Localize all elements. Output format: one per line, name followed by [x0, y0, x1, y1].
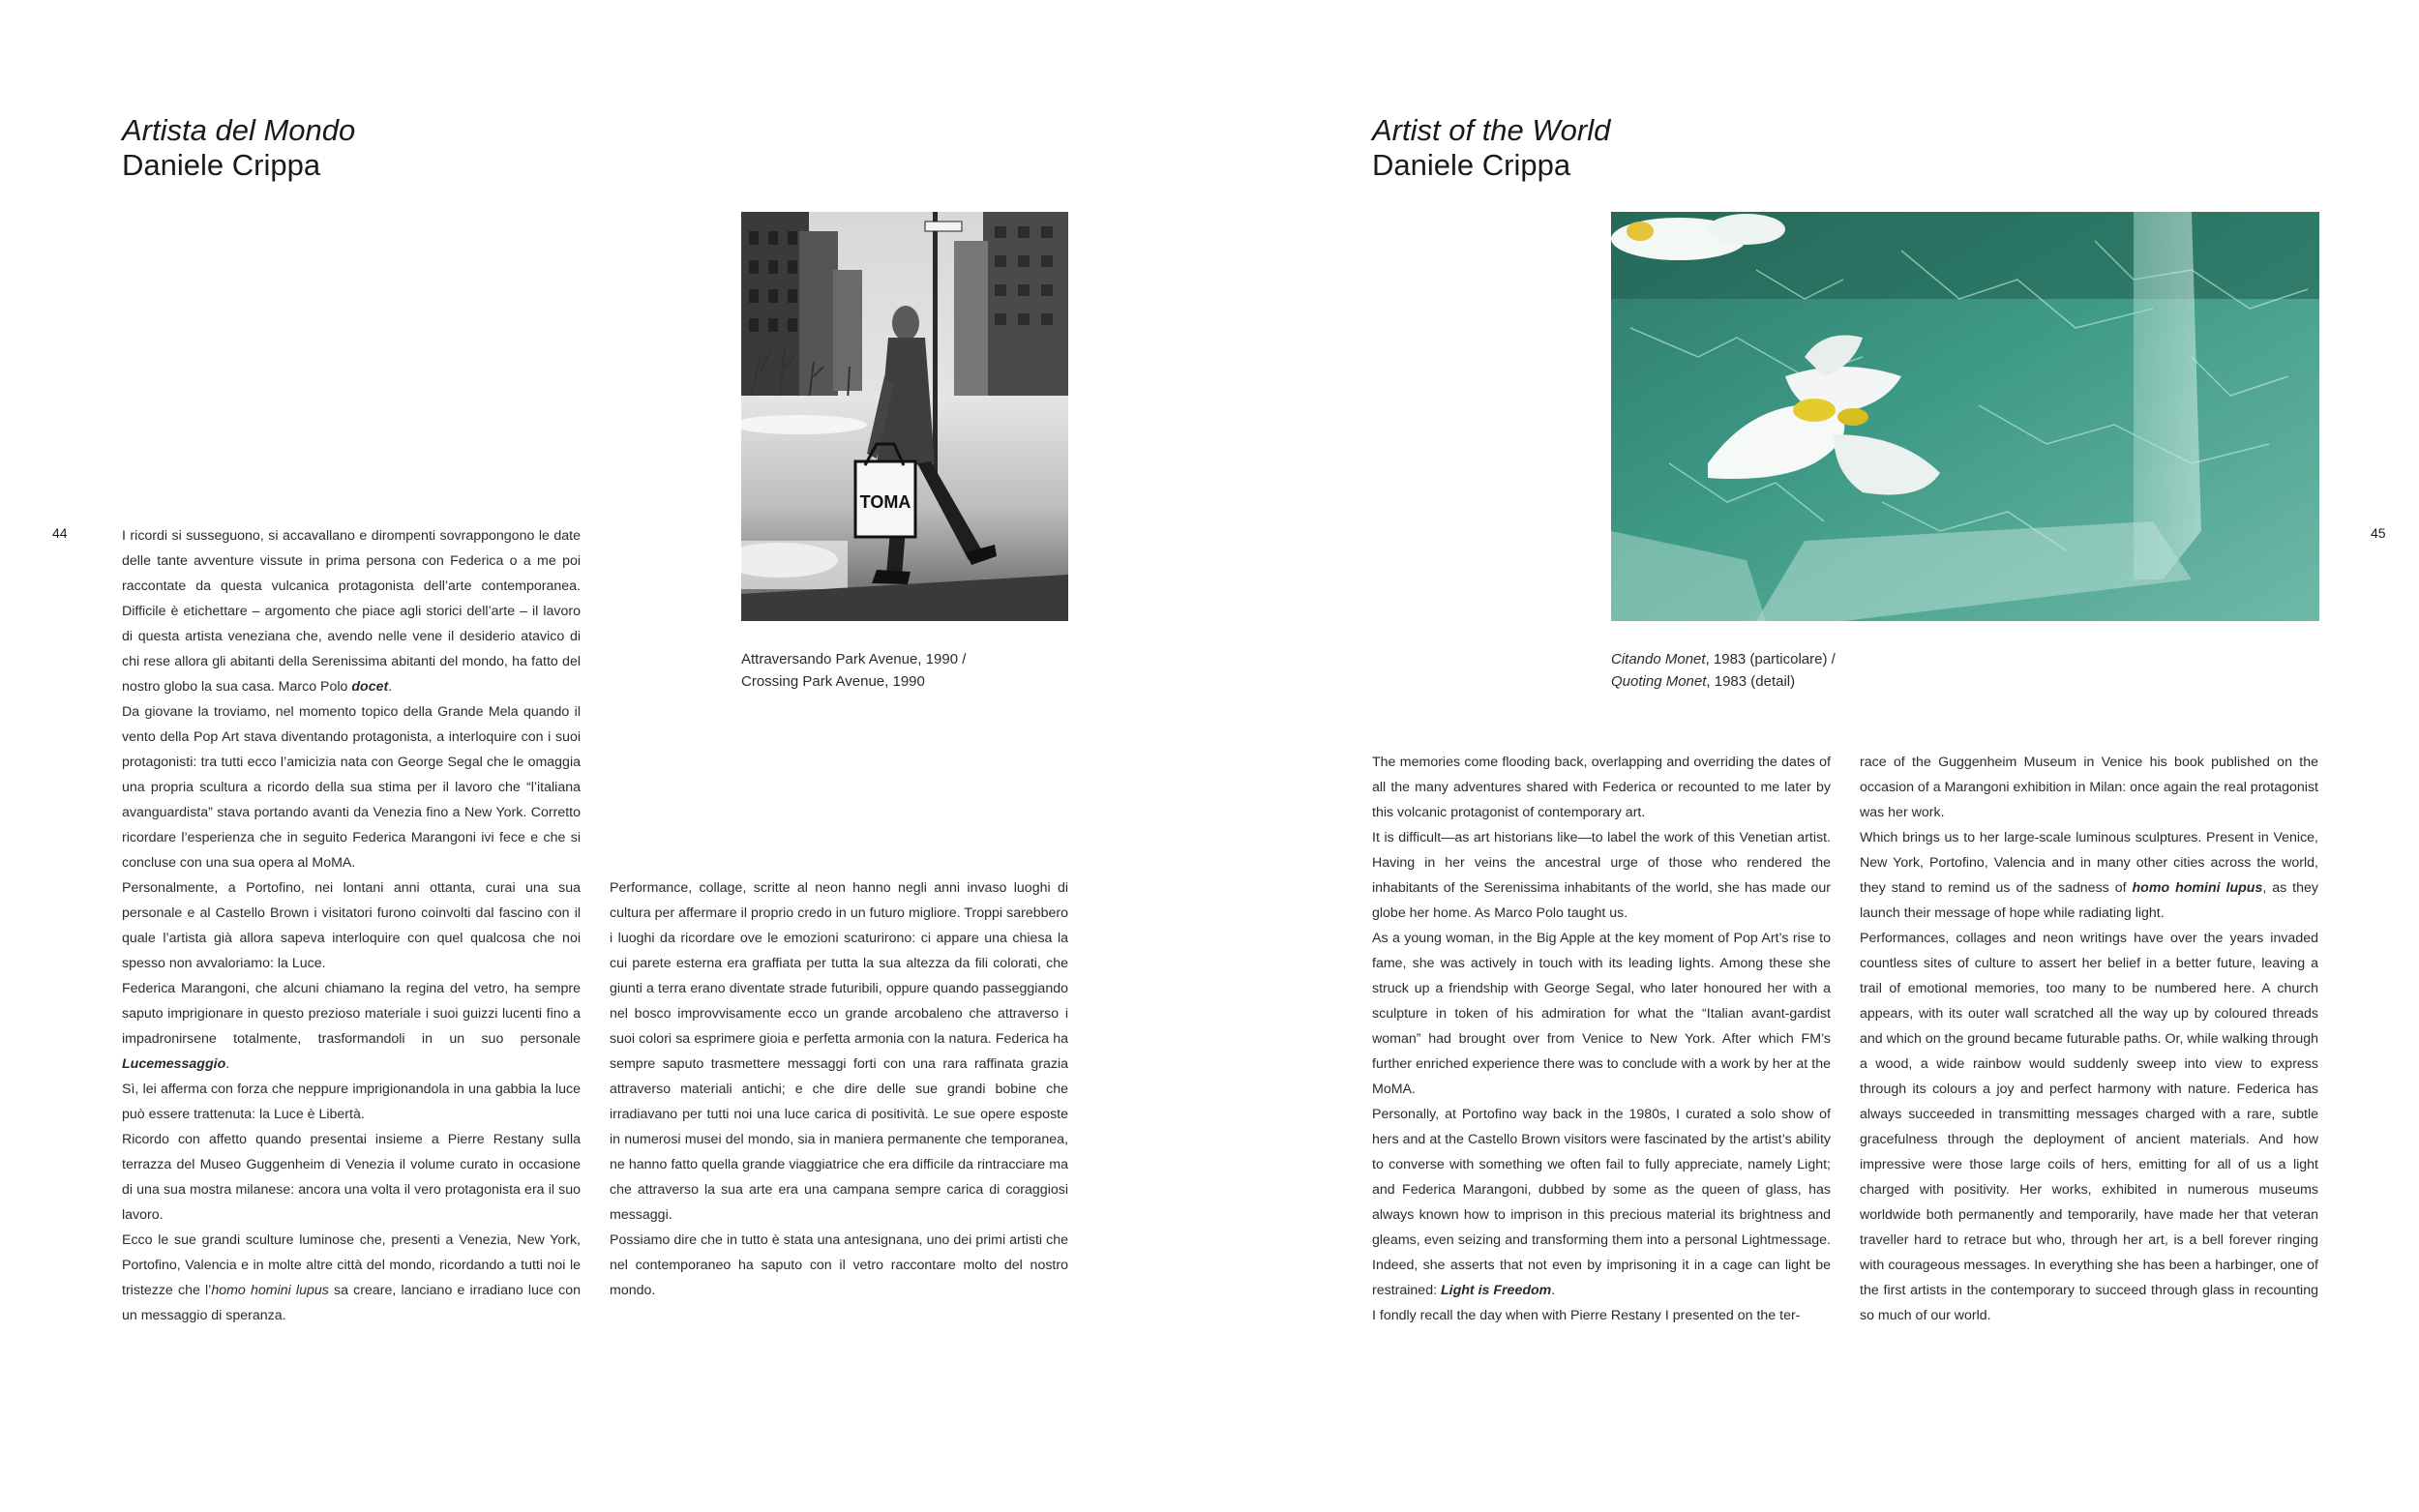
- paragraph: As a young woman, in the Big Apple at the key moment of Pop Art’s rise to fame, she was actively in touch with its leading lights. Among these she struck up a friendship with George Segal, who later honoured her with a sculpture in token of his admiration for what the “Italian avant-gardist woman” had brought over from Venice to New York. After which FM’s further enriched experience there was to conclude with a work by her at the MoMA.: [1372, 931, 1831, 1097]
- paragraph: The memories come flooding back, overlapping and overriding the dates of all the many adventures shared with Federica or recounted to me later by this volcanic protagonist of contemporary art.: [1372, 755, 1831, 820]
- paragraph: Ricordo con affetto quando presentai insieme a Pierre Restany sulla terrazza del Museo Guggenheim di Venezia il volume curato in occasione di una sua mostra milanese: ancora una volta il vero protagonista era il suo lavoro.: [122, 1132, 581, 1223]
- paragraph: race of the Guggenheim Museum in Venice his book published on the occasion of a Marangoni exhibition in Milan: once again the real protagonist was her work.: [1860, 755, 2318, 820]
- paragraph: Personally, at Portofino way back in the 1980s, I curated a solo show of hers and at the Castello Brown visitors were fascinated by the artist’s ability to converse with something we often fail to fully appreciate, namely Light; and Federica Marangoni, dubbed by some as the queen of glass, has always known how to imprison in this precious material its brightness and gleams, even seizing and transforming them into a personal Lightmessage. Indeed, she asserts that not even by imprisoning it in a cage can light be restrained: Light is Freedom.: [1372, 1107, 1831, 1298]
- emphasis: Light is Freedom: [1440, 1283, 1552, 1298]
- caption-right: [1611, 648, 2017, 693]
- caption-left: [741, 648, 1090, 693]
- paragraph: Which brings us to her large-scale luminous sculptures. Present in Venice, New York, Portofino, Valencia and in many other cities across the world, they stand to remind us of the sadness of homo homini lupus, as they launch their message of hope while radiating light.: [1860, 830, 2318, 921]
- page-number-left: 44: [52, 525, 68, 541]
- bag-logo: TOMA: [859, 492, 911, 512]
- page-title-italian: Artista del Mondo: [122, 113, 356, 147]
- paragraph: Sì, lei afferma con forza che neppure imprigionandola in una gabbia la luce può essere trattenuta: la Luce è Libertà.: [122, 1082, 581, 1122]
- left-column-2: [610, 875, 1068, 1303]
- page-title-english: Artist of the World: [1372, 113, 1611, 147]
- emphasis: docet: [351, 679, 389, 695]
- paragraph: Ecco le sue grandi sculture luminose che, presenti a Venezia, New York, Portofino, Valencia e in molte altre città del mondo, ricordando a tutti noi le tristezze che l’homo homini lupus sa creare, lanciano e irradiano luce con un messaggio di speranza.: [122, 1232, 581, 1323]
- paragraph: Personalmente, a Portofino, nei lontani anni ottanta, curai una sua personale e al Castello Brown i visitatori furono coinvolti dal fascino con il quale l’artista già allora sapeva interloquire con quel qualcosa che noi spesso non avvaloriamo: la Luce.: [122, 880, 581, 971]
- glass-sculpture-photo-icon: [1611, 212, 2319, 621]
- page-number-right: 45: [2371, 525, 2386, 541]
- caption-left-line2: Crossing Park Avenue, 1990: [741, 673, 925, 690]
- paragraph: I ricordi si susseguono, si accavallano e dirompenti sovrappongono le date delle tante avventure vissute in prima persona con Federica o a me poi raccontate da questa vulcanica protagonista dell’arte contemporanea. Difficile è etichettare – argomento che piace agli storici dell’arte – il lavoro di questa artista veneziana che, avendo nelle vene il desiderio atavico di chi rese allora gli abitanti della Serenissima abitanti del mondo, ha fatto del nostro globo la sua casa. Marco Polo docet.: [122, 528, 581, 695]
- caption-left-line1: Attraversando Park Avenue, 1990 /: [741, 651, 967, 667]
- paragraph: It is difficult—as art historians like—to label the work of this Venetian artist. Having in her veins the ancestral urge of those who rendered the inhabitants of the Serenissima inhabitants of the world, she has made our globe her home. As Marco Polo taught us.: [1372, 830, 1831, 921]
- author-name-left: Daniele Crippa: [122, 148, 321, 182]
- photo-crossing-park-avenue: [741, 212, 1068, 621]
- paragraph: Federica Marangoni, che alcuni chiamano la regina del vetro, ha sempre saputo imprigionare in questo prezioso materiale i suoi guizzi lucenti fino a impadronirsene totalmente, trasformandoli in un suo personale Lucemessaggio.: [122, 981, 581, 1072]
- right-column-2: [1860, 750, 2318, 1328]
- emphasis: homo homini lupus: [211, 1283, 329, 1298]
- emphasis: Lucemessaggio: [122, 1056, 226, 1072]
- paragraph: Possiamo dire che in tutto è stata una antesignana, uno dei primi artisti che nel contemporaneo ha saputo con il vetro raccontare molto del nostro mondo.: [610, 1232, 1068, 1298]
- left-column-1: [122, 523, 581, 1328]
- paragraph: I fondly recall the day when with Pierre Restany I presented on the ter-: [1372, 1308, 1801, 1323]
- paragraph: Performances, collages and neon writings have over the years invaded countless sites of culture to assert her belief in a better future, leaving a trail of emotional memories, too many to be numbered here. A church appears, with its outer wall scratched all the way up by coloured threads and which on the ground became futurable paths. Or, while walking through a wood, a wide rainbow would suddenly sweep into view to express through its colours a joy and perfect harmony with nature. Federica has always succeeded in transmitting messages charged with a rare, subtle gracefulness through the deployment of ancient materials. And how impressive were those large coils of hers, emitting for all of us a light charged with positivity. Her works, exhibited in numerous museums worldwide both permanently and temporarily, have made her that veteran traveller hard to retrace but who, through her art, is a bell forever ringing with courageous messages. In everything she has been a harbinger, one of the first artists in the contemporary to succeed through glass in recounting so much of our world.: [1860, 931, 2318, 1323]
- emphasis: homo homini lupus: [2132, 880, 2263, 896]
- right-column-1: [1372, 750, 1831, 1328]
- caption-right-line2: Quoting Monet, 1983 (detail): [1611, 673, 1796, 690]
- caption-right-line1: Citando Monet, 1983 (particolare) /: [1611, 651, 1836, 667]
- bw-street-photo-icon: [741, 212, 1068, 621]
- author-name-right: Daniele Crippa: [1372, 148, 1571, 182]
- paragraph: Da giovane la troviamo, nel momento topico della Grande Mela quando il vento della Pop Art stava diventando protagonista, a interloquire con i suoi protagonisti: tra tutti ecco l’amicizia nata con George Segal che le omaggia una propria scultura a ricordo della sua stima per il lavoro che “l’italiana avanguardista” stava portando avanti da Venezia fino a New York. Corretto ricordare l’esperienza che in seguito Federica Marangoni ivi fece e che si concluse con una sua opera al MoMA.: [122, 704, 581, 871]
- paragraph: Performance, collage, scritte al neon hanno negli anni invaso luoghi di cultura per affermare il proprio credo in un futuro migliore. Troppi sarebbero i luoghi da ricordare ove le emozioni scaturirono: ci appare una chiesa la cui parete esterna era graffiata per tutta la sua altezza da fili colorati, che giunti a terra erano diventate strade futuribili, oppure quando passeggiando nel bosco improvvisamente ecco un grande arcobaleno che attraverso i suoi colori sa esprimere gioia e perfetta armonia con la natura. Federica ha sempre saputo trasmettere messaggi forti con una rara raffinata grazia attraverso materiali antichi; e che dire delle sue grandi bobine che irradiavano per tutti noi una luce carica di positività. Le sue opere esposte in numerosi musei del mondo, sia in maniera permanente che temporanea, ne hanno fatto quella grande viaggiatrice che era difficile da rintracciare ma che attraverso la sua arte era una campana sempre carica di coraggiosi messaggi.: [610, 880, 1068, 1223]
- photo-quoting-monet: [1611, 212, 2319, 621]
